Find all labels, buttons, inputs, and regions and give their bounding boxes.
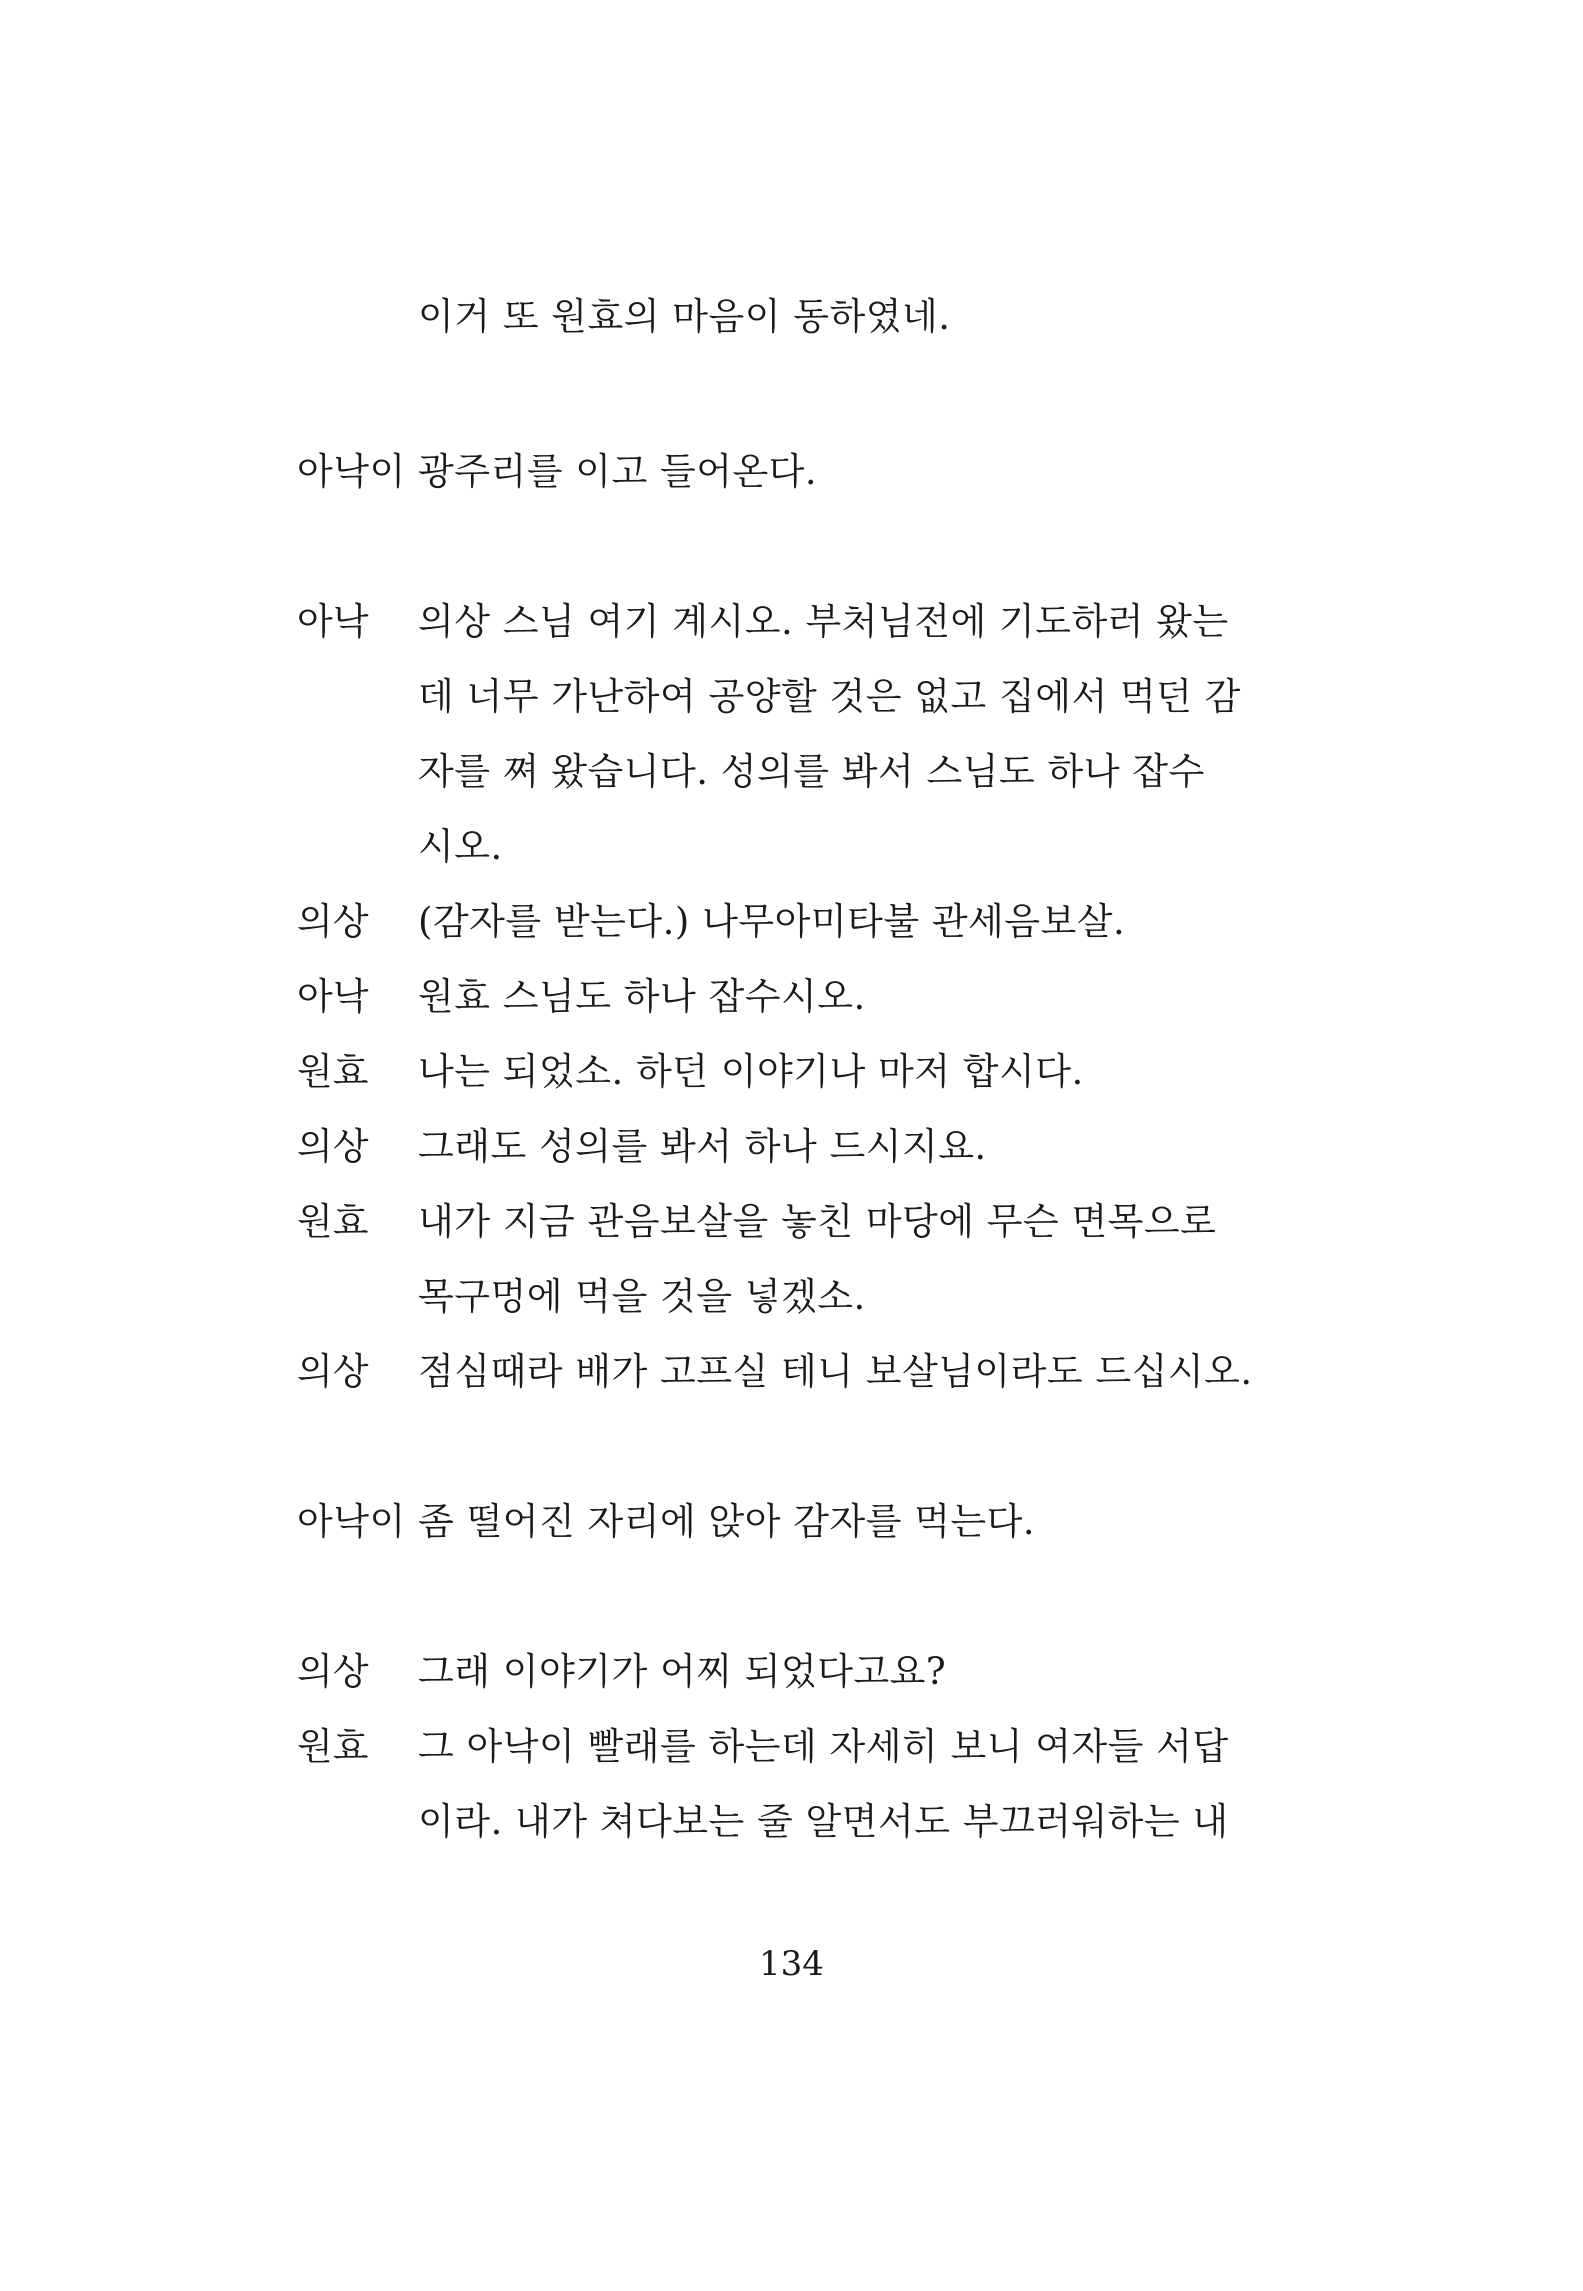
dialogue-line: 내가 지금 관음보살을 놓친 마당에 무슨 면목으로 (418, 1200, 1217, 1243)
dialogue-line: 그 아낙이 빨래를 하는데 자세히 보니 여자들 서답 (418, 1725, 1229, 1768)
dialogue-line: 시오. (418, 825, 503, 868)
narration-line: 이거 또 원효의 마음이 동하였네. (418, 295, 951, 338)
dialogue-line: 그래도 성의를 봐서 하나 드시지요. (418, 1125, 987, 1168)
speaker-name: 아낙 (297, 600, 369, 643)
dialogue-line: 자를 쪄 왔습니다. 성의를 봐서 스님도 하나 잡수 (418, 750, 1205, 793)
speaker-name: 의상 (297, 1125, 369, 1168)
speaker-name: 의상 (297, 900, 369, 943)
dialogue-line: 그래 이야기가 어찌 되었다고요? (418, 1650, 947, 1693)
speaker-name: 아낙 (297, 975, 369, 1018)
speaker-name: 의상 (297, 1350, 369, 1393)
dialogue-line: 데 너무 가난하여 공양할 것은 없고 집에서 먹던 감 (418, 675, 1241, 718)
dialogue-line: 이라. 내가 쳐다보는 줄 알면서도 부끄러워하는 내 (418, 1800, 1229, 1843)
dialogue-line: 원효 스님도 하나 잡수시오. (418, 975, 866, 1018)
speaker-name: 원효 (297, 1200, 369, 1243)
speaker-name: 원효 (297, 1050, 369, 1093)
stage-direction: 아낙이 광주리를 이고 들어온다. (297, 450, 818, 493)
speaker-name: 의상 (297, 1650, 369, 1693)
speaker-name: 원효 (297, 1725, 369, 1768)
dialogue-line: 의상 스님 여기 계시오. 부처님전에 기도하러 왔는 (418, 600, 1229, 643)
dialogue-line: 목구멍에 먹을 것을 넣겠소. (418, 1275, 866, 1318)
dialogue-line: 나는 되었소. 하던 이야기나 마저 합시다. (418, 1050, 1084, 1093)
stage-direction: 아낙이 좀 떨어진 자리에 앉아 감자를 먹는다. (297, 1500, 1036, 1543)
dialogue-line: 점심때라 배가 고프실 테니 보살님이라도 드십시오. (418, 1350, 1253, 1393)
dialogue-line: (감자를 받는다.) 나무아미타불 관세음보살. (418, 900, 1126, 943)
page-number: 134 (759, 1944, 824, 1984)
